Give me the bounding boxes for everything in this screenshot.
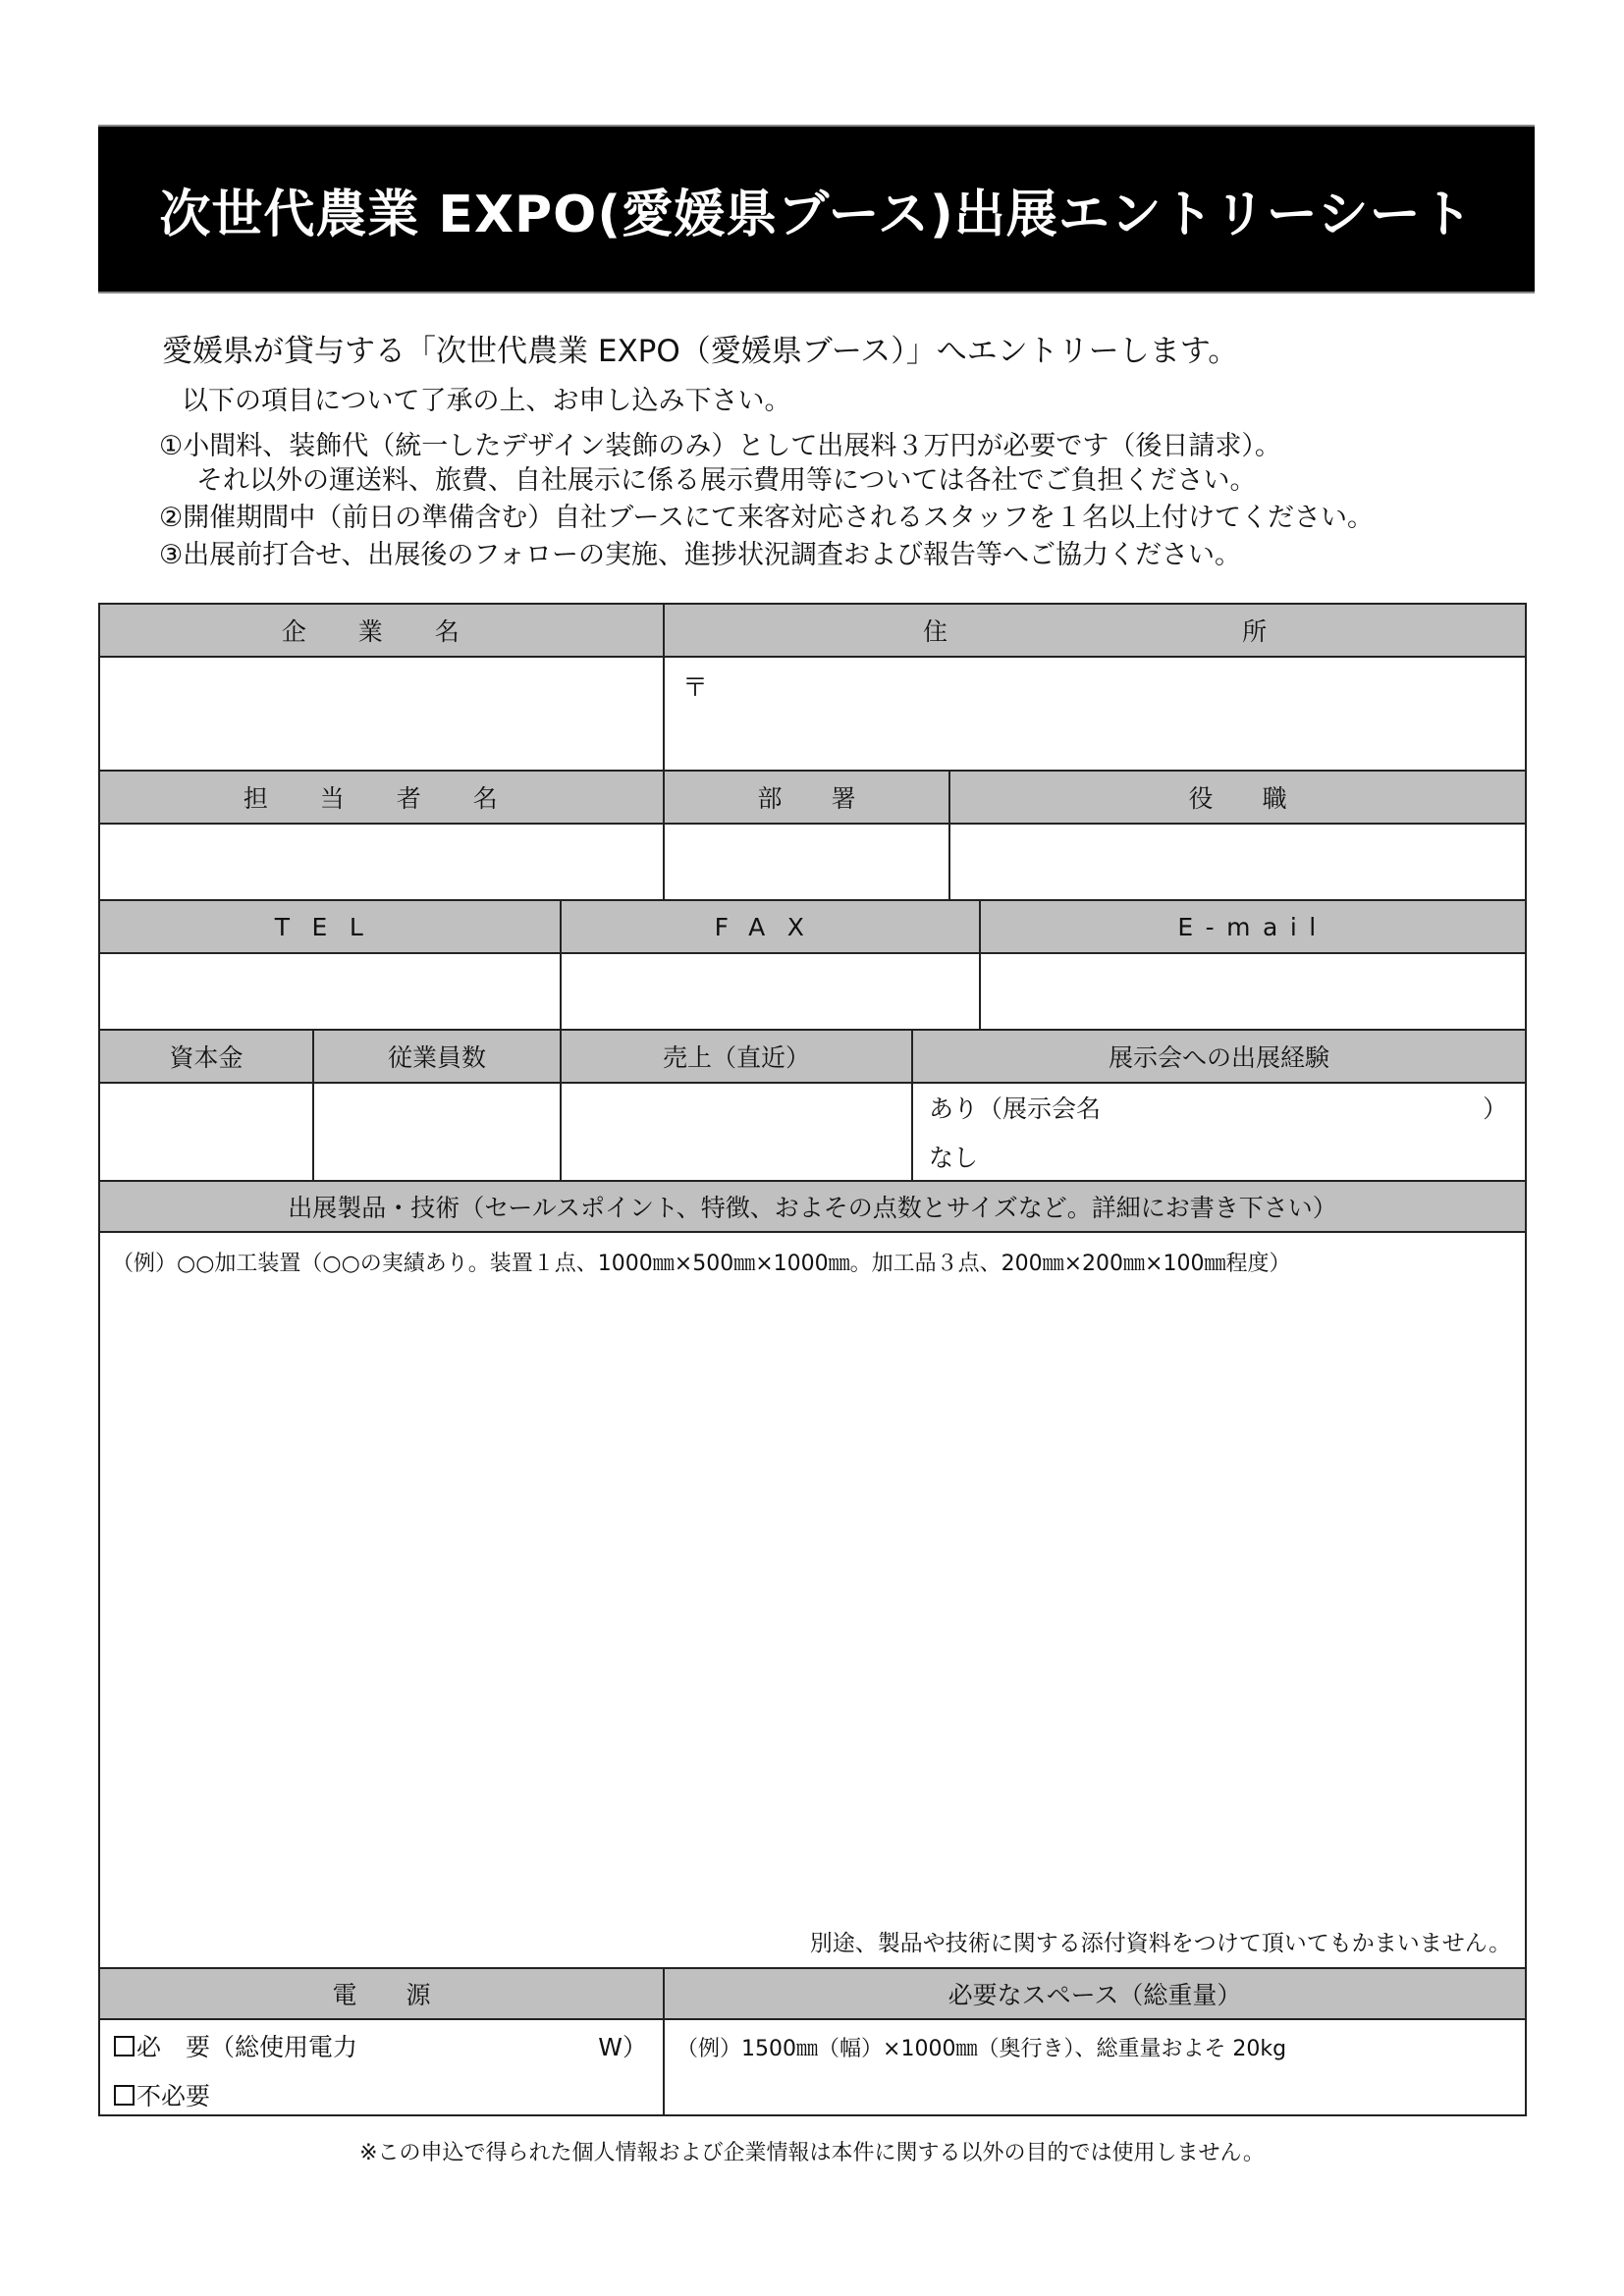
privacy-footer: ※この申込で得られた個人情報および企業情報は本件に関する以外の目的では使用しません。 xyxy=(359,2141,1265,2165)
email-header: E-mail xyxy=(980,900,1526,953)
products-attachment-note: 別途、製品や技術に関する添付資料をつけて頂いてもかまいません。 xyxy=(809,1931,1512,1956)
space-example: （例）1500㎜（幅）×1000㎜（奥行き）、総重量およそ 20kg xyxy=(677,2037,1287,2061)
space-header: 必要なスペース（総重量） xyxy=(664,1968,1526,2019)
products-header: 出展製品・技術（セールスポイント、特徴、およその点数とサイズなど。詳細にお書き下さい） xyxy=(99,1181,1526,1232)
checkbox-icon[interactable] xyxy=(114,2036,135,2056)
department-field[interactable] xyxy=(664,824,949,900)
intro-text: 愛媛県が貸与する「次世代農業 EXPO（愛媛県ブース）」へエントリーします。 xyxy=(162,334,1239,369)
company-name-field[interactable] xyxy=(99,657,664,771)
employees-field[interactable] xyxy=(313,1083,561,1181)
exhibit-experience-header: 展示会への出展経験 xyxy=(912,1030,1526,1083)
exhibit-experience-field[interactable] xyxy=(912,1083,1526,1181)
power-not-required-option[interactable]: 不必要 xyxy=(114,2077,649,2112)
page-title: 次世代農業 EXPO(愛媛県ブース)出展エントリーシート xyxy=(159,185,1474,244)
company-name-header: 企 業 名 xyxy=(99,604,664,657)
notes-lead: 以下の項目について了承の上、お申し込み下さい。 xyxy=(182,386,791,416)
contact-name-field[interactable] xyxy=(99,824,664,900)
note-item-1: ①小間料、装飾代（統一したデザイン装飾のみ）として出展料３万円が必要です（後日請求）。 xyxy=(159,431,1281,461)
capital-field[interactable] xyxy=(99,1083,313,1181)
experience-yes-option[interactable]: あり（展示会名 ） xyxy=(929,1095,1508,1123)
employees-header: 従業員数 xyxy=(313,1030,561,1083)
position-field[interactable] xyxy=(949,824,1526,900)
note-item-1-cont: それ以外の運送料、旅費、自社展示に係る展示費用等については各社でご負担ください。 xyxy=(196,465,1257,496)
fax-header: FAX xyxy=(561,900,980,953)
space-field[interactable] xyxy=(664,2019,1526,2115)
postal-mark: 〒 xyxy=(682,673,709,703)
products-example: （例）○○加工装置（○○の実績あり。装置１点、1000㎜×500㎜×1000㎜。加工品３点、200㎜×200㎜×100㎜程度） xyxy=(112,1252,1291,1276)
entry-form-table xyxy=(98,603,1527,2116)
note-item-3: ③出展前打合せ、出展後のフォローの実施、進捗状況調査および報告等へご協力ください。 xyxy=(159,540,1242,570)
capital-header: 資本金 xyxy=(99,1030,313,1083)
position-header: 役 職 xyxy=(949,771,1526,824)
address-header: 住 所 xyxy=(664,604,1526,657)
title-banner xyxy=(98,125,1535,294)
note-item-2: ②開催期間中（前日の準備含む）自社ブースにて来客対応されるスタッフを１名以上付けてください。 xyxy=(159,503,1375,533)
checkbox-icon[interactable] xyxy=(114,2085,135,2106)
email-field[interactable] xyxy=(980,953,1526,1030)
tel-field[interactable] xyxy=(99,953,561,1030)
contact-name-header: 担 当 者 名 xyxy=(99,771,664,824)
experience-no-option[interactable]: なし xyxy=(929,1144,979,1172)
products-field[interactable] xyxy=(99,1232,1526,1968)
sales-field[interactable] xyxy=(561,1083,912,1181)
department-header: 部 署 xyxy=(664,771,949,824)
address-field[interactable] xyxy=(664,657,1526,771)
sales-header: 売上（直近） xyxy=(561,1030,912,1083)
fax-field[interactable] xyxy=(561,953,980,1030)
tel-header: TEL xyxy=(99,900,561,953)
power-field[interactable] xyxy=(99,2019,664,2115)
power-required-option[interactable]: 必 要（総使用電力 W） xyxy=(114,2028,649,2063)
power-header: 電 源 xyxy=(99,1968,664,2019)
